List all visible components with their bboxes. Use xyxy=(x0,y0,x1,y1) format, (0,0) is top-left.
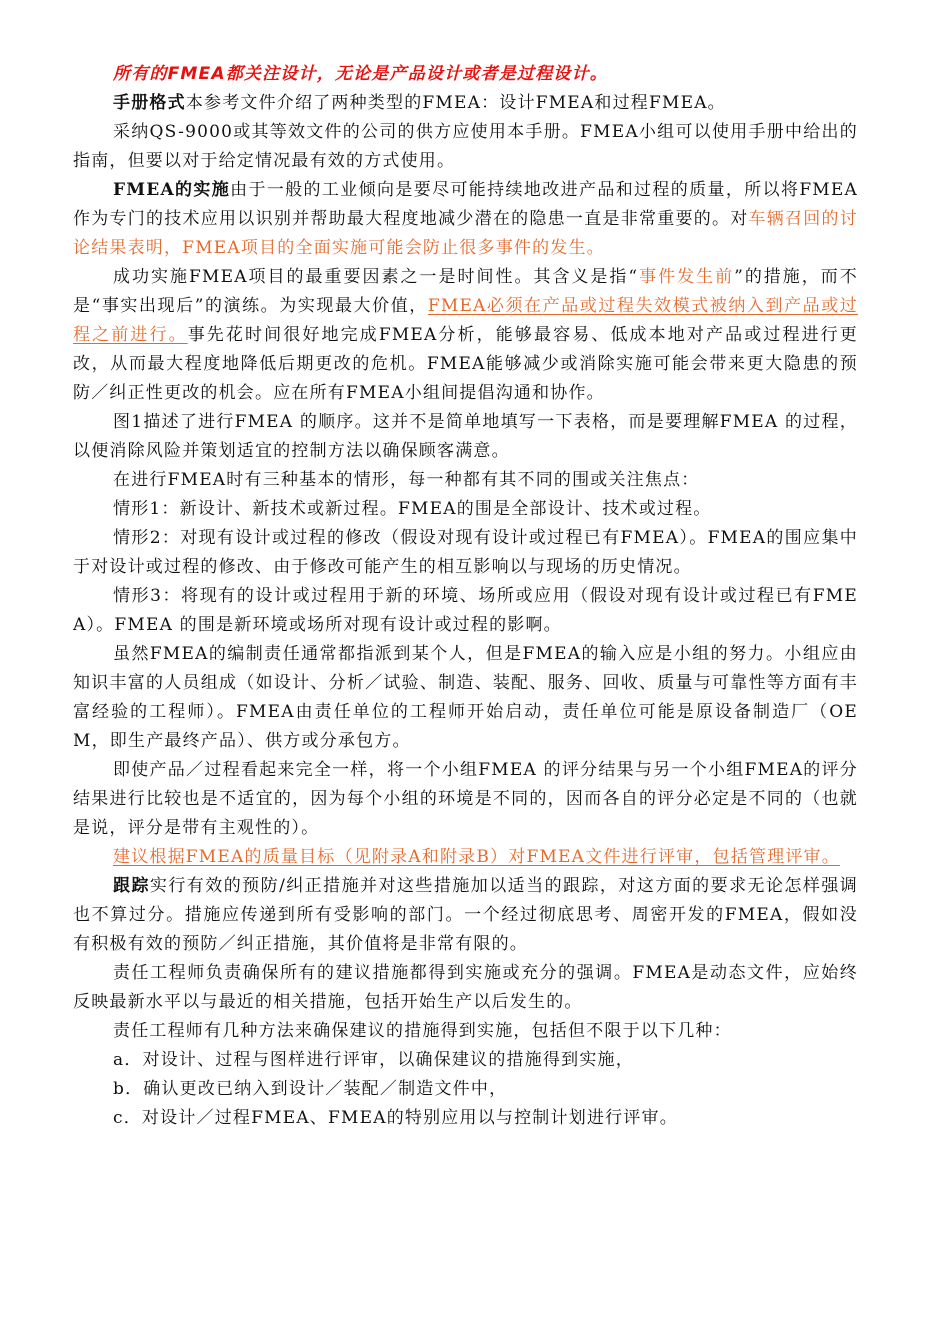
tracking-text: 实行有效的预防/纠正措施并对这些措施加以适当的跟踪，对这方面的要求无论怎样强调也不算过分。措施应传递到所有受影响的部门。一个经过彻底思考、周密开发的FMEA，假如没有积极有效的预防／纠正措施，其价值将是非常有限的。 xyxy=(73,876,858,954)
vehicle-recall-highlight: 车辆召回的讨论结果表明，FMEA项目的全面实施可能会防止很多事件的发生。 xyxy=(73,209,859,258)
qs9000-paragraph: 采纳QS-9000或其等效文件的公司的供方应使用本手册。FMEA小组可以使用手册中给出的指南，但要以对于给定情况最有效的方式使用。 xyxy=(73,122,858,171)
before-event-highlight: 事件发生前 xyxy=(638,267,735,287)
case2-paragraph: 情形2：对现有设计或过程的修改（假设对现有设计或过程已有FMEA）。FMEA的围应集中于对设计或过程的修改、由于修改可能产生的相互影响以与现场的历史情况。 xyxy=(73,528,858,577)
method-a-item: a．对设计、过程与图样进行评审，以确保建议的措施得到实施， xyxy=(113,1050,634,1070)
timeliness-text-3: 事先花时间很好地完成FMEA分析，能够最容易、低成本地对产品或过程进行更改，从而最大程度地降低后期更改的危机。FMEA能够减少或消除实施可能会带来更大隐患的预防／纠正性更改的机会。应在所有FMEA小组间提倡沟通和协作。 xyxy=(73,325,858,403)
figure1-paragraph: 图1描述了进行FMEA 的顺序。这并不是简单地填写一下表格，而是要理解FMEA 的过程，以便消除风险并策划适宜的控制方法以确保顾客满意。 xyxy=(73,412,858,461)
tracking-heading: 跟踪 xyxy=(113,876,150,896)
method-b-item: b．确认更改已纳入到设计／装配／制造文件中， xyxy=(113,1079,508,1099)
rating-comparison-paragraph: 即使产品／过程看起来完全一样，将一个小组FMEA 的评分结果与另一个小组FMEA的评分结果进行比较也是不适宜的，因为每个小组的环境是不同的，因而各自的评分必定是不同的（也就是说，评分是带有主观性的）。 xyxy=(73,760,858,838)
team-responsibility-paragraph: 虽然FMEA的编制责任通常都指派到某个人，但是FMEA的输入应是小组的努力。小组应由知识丰富的人员组成（如设计、分析／试验、制造、装配、服务、回收、质量与可靠性等方面有丰富经验的工程师）。FMEA由责任单位的工程师开始启动，责任单位可能是原设备制造厂（OEM，即生产最终产品）、供方或分承包方。 xyxy=(73,644,858,751)
intro-statement xyxy=(73,60,858,89)
tracking-paragraph xyxy=(73,872,858,959)
intro-statement-text: 所有的FMEA都关注设计，无论是产品设计或者是过程设计。 xyxy=(113,64,608,84)
timeliness-text-2: ”的措施，而不是“事实出现后”的演练。为实现最大价值， xyxy=(73,267,859,316)
timeliness-text-1: 成功实施FMEA项目的最重要因素之一是时间性。其含义是指“ xyxy=(113,267,639,287)
manual-format-text: 本参考文件介绍了两种类型的FMEA：设计FMEA和过程FMEA。 xyxy=(185,93,726,113)
engineer-responsibility-paragraph: 责任工程师负责确保所有的建议措施都得到实施或充分的强调。FMEA是动态文件，应始终反映最新水平以与最近的相关措施，包括开始生产以后发生的。 xyxy=(73,963,858,1012)
case3-paragraph: 情形3：将现有的设计或过程用于新的环境、场所或应用（假设对现有设计或过程已有FMEA）。FMEA 的围是新环境或场所对现有设计或过程的影啊。 xyxy=(73,586,858,635)
methods-intro-paragraph: 责任工程师有几种方法来确保建议的措施得到实施，包括但不限于以下几种： xyxy=(113,1021,732,1041)
case1-paragraph: 情形1：新设计、新技术或新过程。FMEA的围是全部设计、技术或过程。 xyxy=(113,499,712,519)
fmea-implementation-heading: FMEA的实施 xyxy=(113,180,231,200)
three-cases-paragraph: 在进行FMEA时有三种基本的情形，每一种都有其不同的围或关注焦点： xyxy=(113,470,700,490)
fmea-before-failure-highlight: FMEA必须在产品或过程失效模式被纳入到产品或过程之前进行。 xyxy=(73,296,858,345)
manual-format-heading: 手册格式 xyxy=(113,93,186,113)
manual-format-paragraph xyxy=(73,89,858,118)
fmea-implementation-text: 由于一般的工业倾向是要尽可能持续地改进产品和过程的质量，所以将FMEA 作为专门的技术应用以识别并帮助最大程度地减少潜在的隐患一直是非常重要的。对 xyxy=(73,180,859,229)
fmea-implementation-paragraph xyxy=(73,176,858,263)
method-c-item: c．对设计／过程FMEA、FMEA的特别应用以与控制计划进行评审。 xyxy=(113,1108,678,1128)
timeliness-paragraph xyxy=(73,263,858,408)
review-recommendation-highlight: 建议根据FMEA的质量目标（见附录A和附录B）对FMEA文件进行评审，包括管理评审。 xyxy=(113,847,840,867)
review-recommendation-paragraph xyxy=(73,843,858,872)
